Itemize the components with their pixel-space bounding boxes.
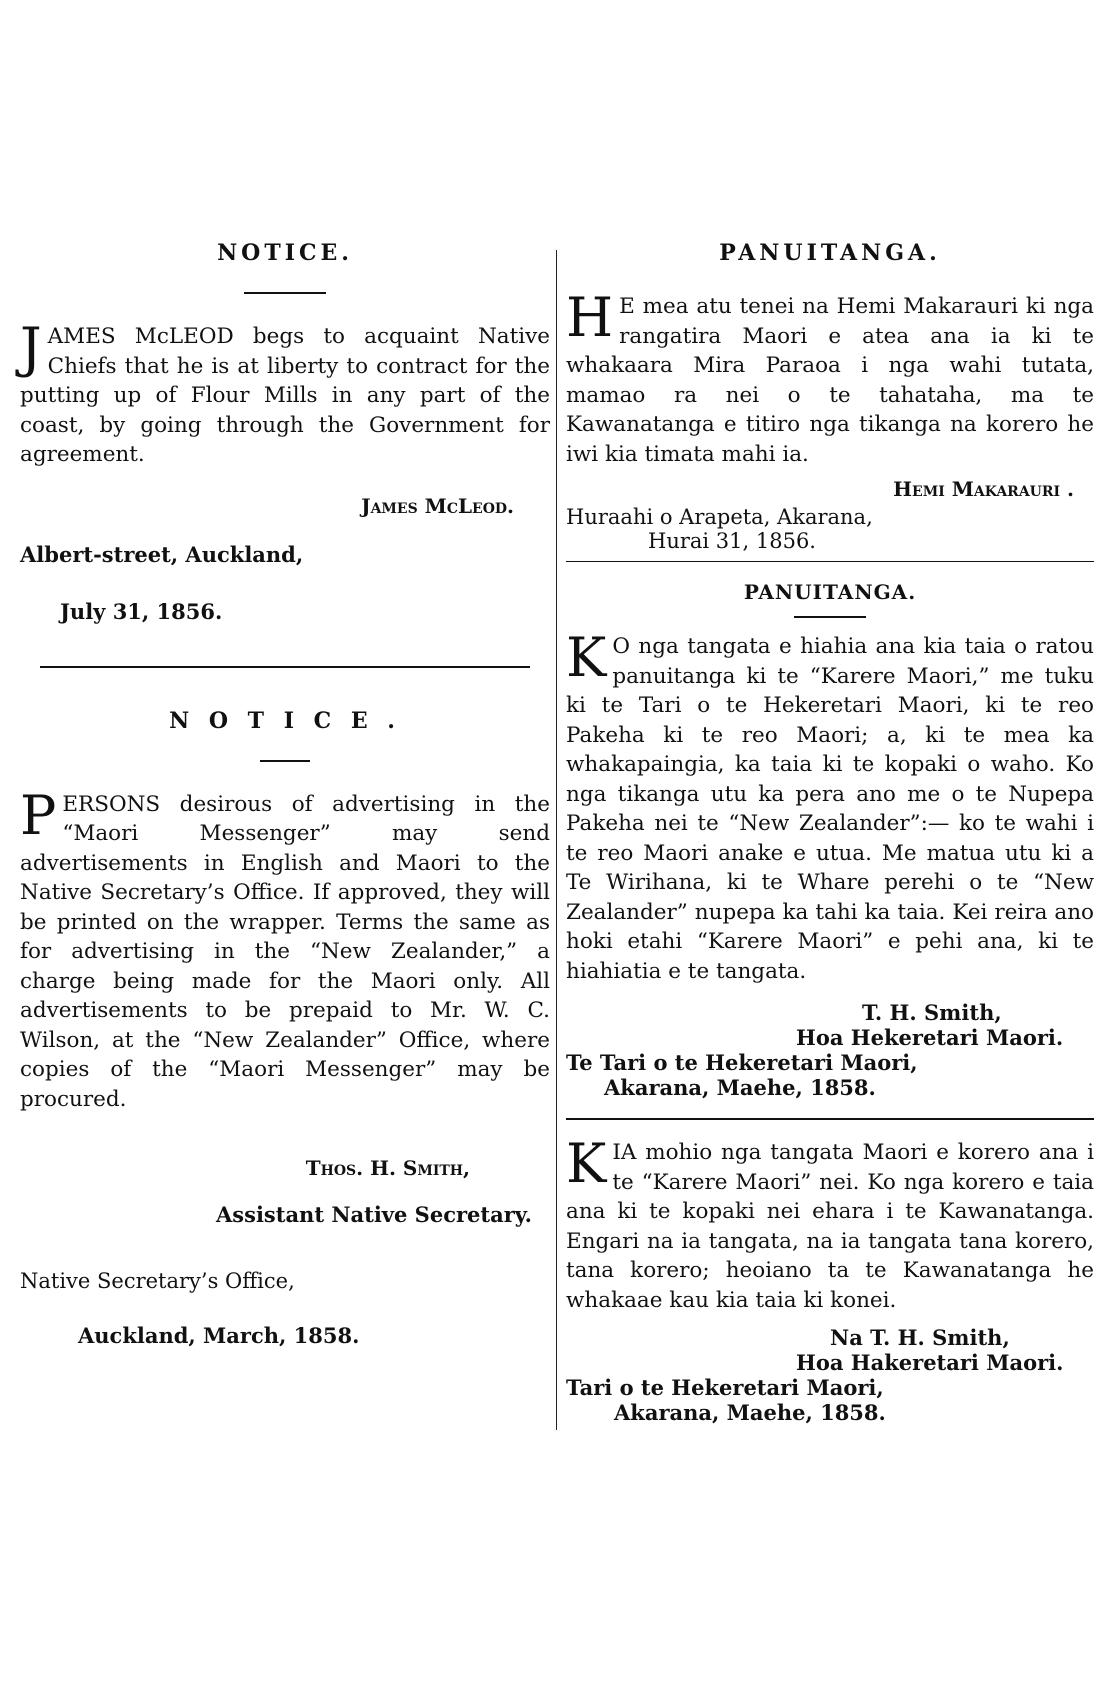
column-divider — [556, 250, 557, 1430]
panui-separator-1 — [566, 561, 1094, 562]
panui-separator-2 — [566, 1118, 1094, 1120]
panui1-signature: Hemi Makarauri . — [893, 477, 1074, 501]
notice2-drop-cap: P — [20, 783, 57, 847]
notice2-title: N O T I C E . — [169, 707, 401, 734]
right-column — [566, 240, 1094, 1425]
notice2-position: Assistant Native Secretary. — [216, 1202, 532, 1227]
notice1-body — [20, 316, 550, 470]
panui3-signature: Na T. H. Smith, — [830, 1325, 1010, 1350]
panui2-body — [566, 626, 1094, 986]
panui3-date: Akarana, Maehe, 1858. — [614, 1400, 886, 1425]
panui2-text: O nga tangata e hiahia ana kia taia o ratou panuitanga ki te “Karere Maori,” me tuku ki te Tari o te Hekeretari Maori, ki te reo Pakeha ki te reo Maori; a, ki te mea ka whakapaingia, ka taia ki te kopaki o waho. Ko nga tikanga utu ka pera ano me o te Nupepa Pakeha nei te “New Zealander”:— ko te wahi i te reo Maori anake e utua. Me matua utu ki a Te Wirihana, ki te Whare perehi o te “New Zealander” nupepa ka tahi ka taia. Kei reira ano hoki etahi “Karere Maori” e pehi ana, ki te hiahiatia e te tangata. — [566, 634, 1094, 984]
panui1-body — [566, 286, 1094, 469]
panui1-text: E mea atu tenei na Hemi Makarauri ki nga rangatira Maori e atea ana ia ki te whakaara Mira Paraoa i nga wahi tutata, mamao ra nei o te tahataha, ma te Kawanatanga e titiro nga tikanga na korero he iwi kia timata mahi ia. — [566, 294, 1094, 467]
panui3-text: IA mohio nga tangata Maori e korero ana i te “Karere Maori” nei. Ko nga korero e taia ana ki te kopaki nei ehara i te Kawanatanga. Engari na ia tangata, na ia tangata tana korero, tana korero; heoiano ta te Kawanatanga he whakaae kau kia taia ki konei. — [566, 1140, 1094, 1313]
notice1-title: NOTICE. — [217, 240, 353, 266]
notice1-date: July 31, 1856. — [60, 598, 223, 624]
panui3-office: Tari o te Hekeretari Maori, — [566, 1375, 884, 1400]
notice1-drop-cap: J — [20, 316, 42, 379]
panui3-position: Hoa Hakeretari Maori. — [796, 1350, 1064, 1375]
panui2-position: Hoa Hekeretari Maori. — [796, 1025, 1064, 1050]
notice1-text: AMES McLEOD begs to acquaint Native Chiefs that he is at liberty to contract for the putting up of Flour Mills in any part of the coast, by going through the Government for agreement. — [20, 324, 550, 467]
notice1-rule — [244, 292, 326, 294]
panui2-rule — [794, 616, 866, 618]
notice2-rule — [260, 760, 310, 762]
panui2-date: Akarana, Maehe, 1858. — [604, 1075, 876, 1100]
panui1-drop-cap: H — [566, 286, 614, 349]
notice2-signature: Thos. H. Smith, — [305, 1156, 470, 1180]
panui2-signature: T. H. Smith, — [862, 1000, 1002, 1025]
panui1-place: Huraahi o Arapeta, Akarana, — [566, 505, 873, 529]
notice2-date: Auckland, March, 1858. — [78, 1323, 360, 1348]
notice1-address: Albert-street, Auckland, — [20, 541, 304, 567]
notice-separator — [40, 666, 530, 668]
left-column — [20, 240, 550, 1348]
panui1-date: Hurai 31, 1856. — [648, 529, 816, 553]
notice2-text: ERSONS desirous of advertising in the “Maori Messenger” may send advertisements in English and Maori to the Native Secretary’s Office. If approved, they will be printed on the wrapper. Terms the same as for advertising in the “New Zealander,” a charge being made for the Maori only. All advertisements to be prepaid to Mr. W. C. Wilson, at the “New Zealander” Office, where copies of the “Maori Messenger” may be procured. — [20, 791, 550, 1112]
panui1-title: PANUITANGA. — [719, 240, 941, 266]
panui2-title: PANUITANGA. — [743, 580, 917, 604]
panui2-drop-cap: K — [566, 626, 607, 689]
notice2-office: Native Secretary’s Office, — [20, 1269, 295, 1293]
panui3-drop-cap: K — [566, 1132, 607, 1195]
notice2-body — [20, 783, 550, 1115]
notice1-signature: James McLeod. — [361, 493, 514, 518]
panui3-body — [566, 1132, 1094, 1315]
panui2-office: Te Tari o te Hekeretari Maori, — [566, 1050, 918, 1075]
